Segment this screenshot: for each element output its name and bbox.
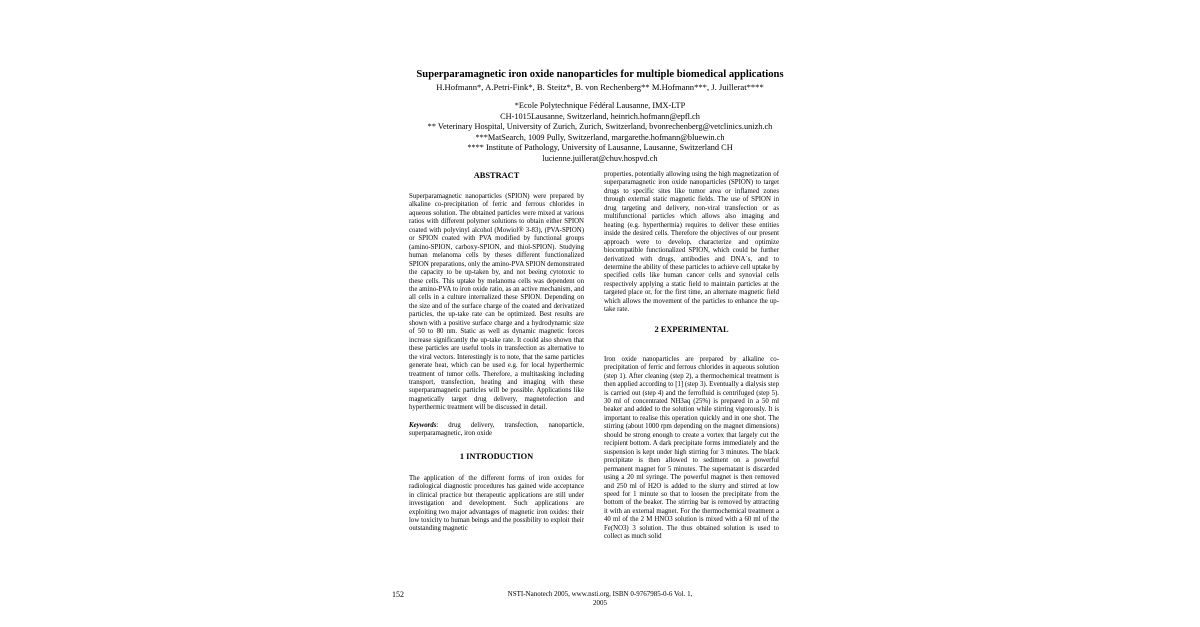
author-list: H.Hofmann*, A.Petri-Fink*, B. Steitz*, B. von Rechenberg** M.Hofmann***, J. Juillerat**** <box>436 82 764 92</box>
introduction-continued: properties, potentially allowing using the high magnetization of superparamagnetic iron oxide nanoparticles (SPION) to target drugs to specific sites like tumor area or inflamed zones through external static magnetic fields. The use of SPION in drug targeting and delivery, non-viral transfection or as multifunctional particles which allows also imaging and heating (e.g. hyperthermia) requires to deliver these entities inside the desired cells. Therefore the objectives of our present approach were to develop, characterize and optimize biocompatible functionalized SPION, which could be further derivatized with drugs, antibodies and DNA´s, and to determine the ability of these particles to achieve cell uptake by specified cells like human cancer cells and synovial cells respectively applying a static field to maintain particles at the targeted place or, for the first time, an alternate magnetic field which allows the movement of the particles to enhance the up-take rate. <box>604 171 779 314</box>
left-column <box>409 171 584 534</box>
affiliation-line: **** Institute of Pathology, University of Lausanne, Lausanne, Switzerland CH <box>467 143 733 152</box>
page-number: 152 <box>392 590 404 599</box>
affiliation-line: CH-1015Lausanne, Switzerland, heinrich.hofmann@epfl.ch <box>500 111 700 121</box>
affiliation-line: *Ecole Polytechnique Fédéral Lausanne, IMX-LTP <box>514 101 686 110</box>
experimental-heading: 2 EXPERIMENTAL <box>654 324 729 334</box>
affiliation-line: ***MatSearch, 1009 Pully, Switzerland, margarethe.hofmann@bluewin.ch <box>475 132 725 142</box>
introduction-heading: 1 INTRODUCTION <box>459 451 534 461</box>
affiliation-line: ** Veterinary Hospital, University of Zurich, Zurich, Switzerland, bvonrechenberg@vetclinics.unizh.ch <box>427 122 773 131</box>
venue-footer: NSTI-Nanotech 2005, www.nsti.org, ISBN 0-9767985-0-6 Vol. 1, 2005 <box>507 590 693 607</box>
introduction-text: The application of the different forms of iron oxides for radiological diagnostic procedures has gained wide acceptance in clinical practice but therapeutic applications are still under investigation and development. Such applications are exploiting two major advantages of magnetic iron oxides: their low toxicity to human beings and the possibility to exploit their outstanding magnetic <box>409 474 584 533</box>
abstract-text: Superparamagnetic nanoparticles (SPION) were prepared by alkaline co-precipitation of ferric and ferrous chlorides in aqueous solution. The obtained particles were mixed at various ratios with different polymer solutions to obtain either SPION coated with polyvinyl alcohol (Mowiol® 3-83), (PVA-SPION) or SPION coated with PVA modified by functional groups (amino-SPION, carboxy-SPION, and thiol-SPION). Studying human melanoma cells by theses different functionalized SPION preparations, only the amino-PVA SPION demonstrated the capacity to be up-taken by, and not beeing cytotoxic to these cells. This uptake by melanoma cells was dependent on the amino-PVA to iron oxide ratio, as an active mechanism, and all cells in a culture internalized these SPION. Depending on the size and of the surface charge of the coated and derivatized particles, the up-take rate can be optimized. Best results are shown with a positive surface charge and a hydrodynamic size of 50 to 80 nm. Static as well as dynamic magnetic forces increase significantly the up-take rate. It could also shown that these particles are useful tools in transfection as alternative to the viral vectors. Interestingly is to note, that the same particles generate heat, which can be used e.g. for local hyperthermic treatment of tumor cells. Therefore, a multitasking including transport, transfection, heating and imaging with these superparamagnetic particles will be possible. Applications like magnetically target drug delivery, magnetofection and hyperthermic treatment will be discussed in detail. <box>409 193 584 412</box>
keywords-text: : drug delivery, transfection, nanoparticle, superparamagnetic, iron oxide <box>409 421 584 438</box>
keywords <box>409 422 584 439</box>
affiliations <box>330 101 870 164</box>
abstract-heading: ABSTRACT <box>473 171 520 180</box>
affiliation-line: lucienne.juillerat@chuv.hospvd.ch <box>542 153 658 163</box>
keywords-label: Keywords <box>409 421 437 429</box>
paper-title: Superparamagnetic iron oxide nanoparticles for multiple biomedical applications <box>416 69 784 80</box>
right-column <box>604 171 779 542</box>
experimental-text: Iron oxide nanoparticles are prepared by alkaline co-precipitation of ferric and ferrous chlorides in aqueous solution (step 1). After cleaning (step 2), a thermochemical treatment is then applied according to [1] (step 3). Eventually a dialysis step is carried out (step 4) and the ferrofluid is centrifuged (step 5). 30 ml of concentrated NH3aq (25%) is prepared in a 50 ml beaker and added to the solution while stirring vigorously. It is important to realise this operation quickly and in one shot. The stirring (about 1000 rpm depending on the magnet dimensions) should be strong enough to create a vortex that largely cut the recipient bottom. A dark precipitate forms immediately and the suspension is kept under high stirring for 3 minutes. The black precipitate is then allowed to sediment on a powerful permanent magnet for 5 minutes. The supernatant is discarded using a 20 ml syringe. The powerful magnet is then removed and 250 ml of H2O is added to the slurry and stirred at low speed for 1 minute so that to loosen the precipitate from the bottom of the beaker. The stirring bar is removed by attracting it with an external magnet. For the thermochemical treatment a 40 ml of the 2 M HNO3 solution is mixed with a 60 ml of the Fe(NO3) 3 solution. The thus obtained solution is used to collect as much solid <box>604 355 779 541</box>
